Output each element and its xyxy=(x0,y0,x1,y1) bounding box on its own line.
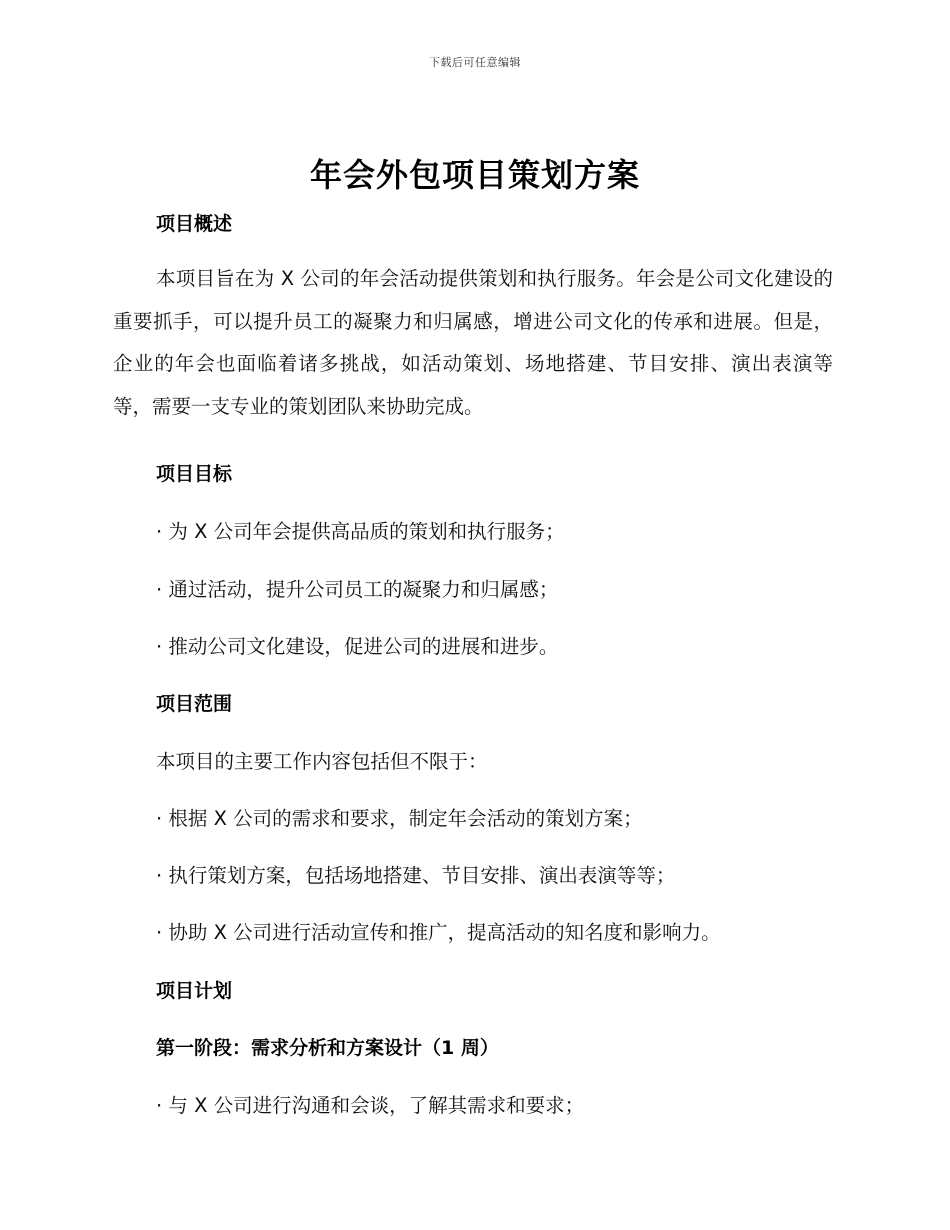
phase1-item: · 与 X 公司进行沟通和会谈，了解其需求和要求； xyxy=(156,1094,585,1117)
phase1-heading: 第一阶段：需求分析和方案设计（1 周） xyxy=(156,1037,499,1059)
goal-item: · 推动公司文化建设，促进公司的进展和进步。 xyxy=(156,635,559,658)
header-note: 下载后可任意编辑 xyxy=(429,56,521,69)
section-heading-overview: 项目概述 xyxy=(156,213,233,235)
document-title: 年会外包项目策划方案 xyxy=(309,156,640,194)
section-heading-plan: 项目计划 xyxy=(156,980,233,1002)
scope-item: · 根据 X 公司的需求和要求，制定年会活动的策划方案； xyxy=(156,807,643,830)
overview-paragraph: 本项目旨在为 X 公司的年会活动提供策划和执行服务。年会是公司文化建设的重要抓手，可以提升员工的凝聚力和归属感，增进公司文化的传承和进展。但是，企业的年会也面临着诸多挑战，如活动策划、场地搭建、节目安排、演出表演等等，需要一支专业的策划团队来协助完成。 xyxy=(113,267,833,418)
scope-item: · 协助 X 公司进行活动宣传和推广，提高活动的知名度和影响力。 xyxy=(156,921,721,944)
scope-item: · 执行策划方案，包括场地搭建、节目安排、演出表演等等； xyxy=(156,864,676,887)
section-heading-goals: 项目目标 xyxy=(156,463,233,485)
scope-intro: 本项目的主要工作内容包括但不限于： xyxy=(156,750,488,773)
goal-item: · 通过活动，提升公司员工的凝聚力和归属感； xyxy=(156,578,559,601)
section-heading-scope: 项目范围 xyxy=(156,693,233,715)
goal-item: · 为 X 公司年会提供高品质的策划和执行服务； xyxy=(156,520,565,543)
